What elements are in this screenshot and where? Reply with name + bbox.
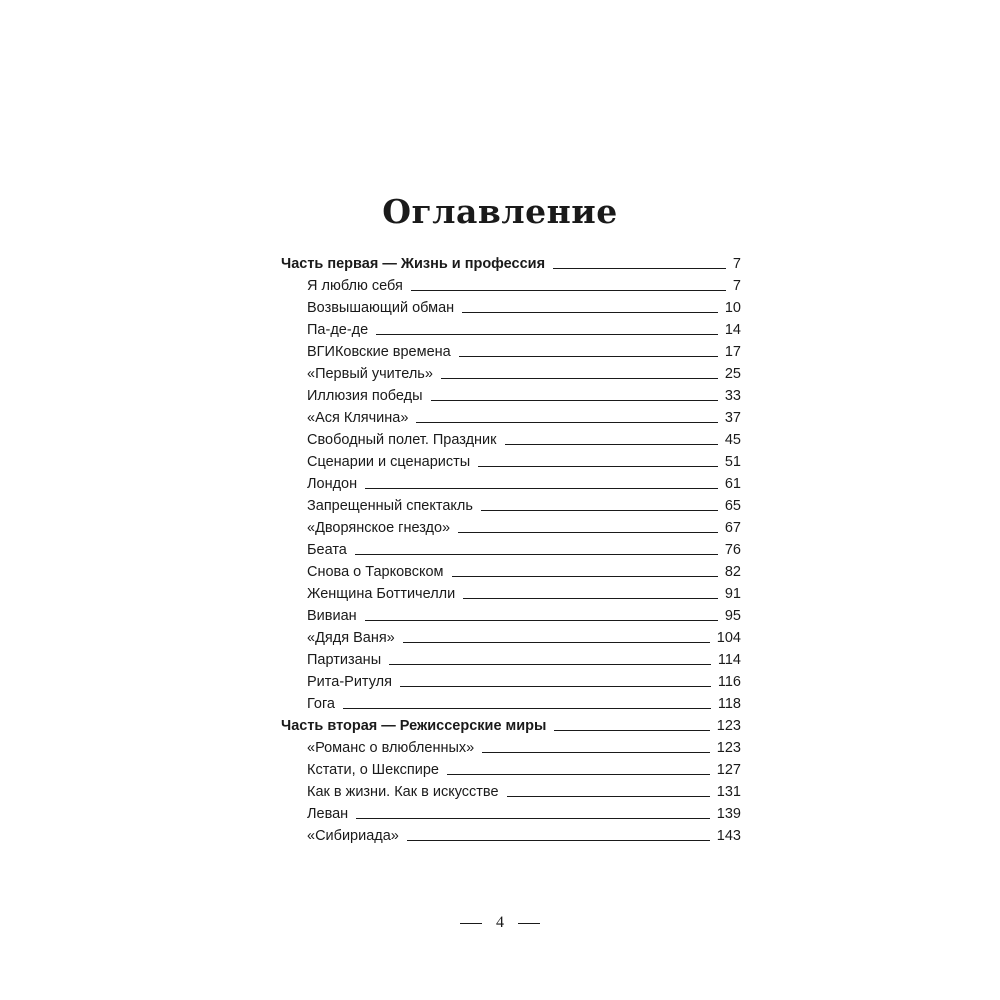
toc-entry-page: 127 — [716, 762, 741, 778]
toc-leader-line — [365, 488, 718, 489]
toc-entry-page: 104 — [716, 630, 741, 646]
toc-entry-page: 82 — [724, 564, 741, 580]
page-number: 4 — [496, 914, 504, 931]
toc-entry-page: 7 — [732, 278, 741, 294]
toc-leader-line — [463, 598, 718, 599]
toc-entry-page: 131 — [716, 784, 741, 800]
toc-entry — [281, 626, 741, 648]
toc-entry-page: 67 — [724, 520, 741, 536]
table-of-contents — [281, 252, 741, 846]
toc-entry-title: Я люблю себя — [307, 278, 403, 294]
toc-leader-line — [507, 796, 710, 797]
toc-entry-title: Лондон — [307, 476, 358, 492]
toc-entry-page: 116 — [717, 674, 741, 690]
toc-entry-page: 143 — [716, 828, 741, 844]
toc-leader-line — [441, 378, 718, 379]
toc-entry — [281, 538, 741, 560]
toc-entry — [281, 340, 741, 362]
toc-entry — [281, 494, 741, 516]
toc-leader-line — [407, 840, 710, 841]
toc-entry — [281, 362, 741, 384]
toc-leader-line — [356, 818, 710, 819]
toc-entry — [281, 274, 741, 296]
toc-entry-title: Беата — [307, 542, 347, 558]
toc-entry-title: Часть вторая — Режиссерские миры — [281, 718, 547, 734]
toc-leader-line — [343, 708, 711, 709]
toc-leader-line — [389, 664, 711, 665]
toc-entry-title: Часть первая — Жизнь и профессия — [281, 256, 546, 272]
toc-entry — [281, 648, 741, 670]
toc-entry-page: 51 — [724, 454, 741, 470]
page-footer — [0, 914, 1000, 932]
toc-entry-title: Запрещенный спектакль — [307, 498, 473, 514]
toc-entry-page: 139 — [716, 806, 741, 822]
toc-entry — [281, 582, 741, 604]
toc-leader-line — [482, 752, 710, 753]
toc-entry-page: 61 — [724, 476, 741, 492]
toc-entry-title: Кстати, о Шекспире — [307, 762, 440, 778]
toc-entry-title: «Сибириада» — [307, 828, 399, 844]
toc-entry — [281, 384, 741, 406]
page-title: Оглавление — [382, 192, 618, 232]
toc-entry — [281, 802, 741, 824]
toc-leader-line — [416, 422, 717, 423]
toc-entry-page: 25 — [724, 366, 741, 382]
toc-entry — [281, 516, 741, 538]
toc-entry-title: «Дядя Ваня» — [307, 630, 395, 646]
toc-entry — [281, 296, 741, 318]
toc-leader-line — [431, 400, 718, 401]
toc-entry-page: 123 — [716, 740, 741, 756]
toc-entry — [281, 560, 741, 582]
toc-leader-line — [447, 774, 710, 775]
toc-entry-title: ВГИКовские времена — [307, 344, 451, 360]
toc-entry-page: 118 — [717, 696, 741, 712]
toc-entry-page: 17 — [724, 344, 741, 360]
toc-entry — [281, 472, 741, 494]
toc-entry-page: 114 — [717, 652, 741, 668]
toc-entry — [281, 670, 741, 692]
toc-entry-title: Сценарии и сценаристы — [307, 454, 471, 470]
toc-leader-line — [505, 444, 718, 445]
toc-entry-title: «Первый учитель» — [307, 366, 433, 382]
toc-entry-title: Па-де-де — [307, 322, 369, 338]
toc-leader-line — [478, 466, 718, 467]
toc-entry — [281, 428, 741, 450]
toc-leader-line — [400, 686, 711, 687]
toc-entry-page: 65 — [724, 498, 741, 514]
toc-entry-page: 14 — [724, 322, 741, 338]
toc-entry — [281, 736, 741, 758]
toc-leader-line — [355, 554, 718, 555]
footer-dash-right — [518, 923, 540, 924]
toc-entry-page: 10 — [724, 300, 741, 316]
toc-leader-line — [411, 290, 726, 291]
toc-entry-page: 37 — [724, 410, 741, 426]
toc-entry-page: 95 — [724, 608, 741, 624]
toc-entry — [281, 692, 741, 714]
toc-entry-page: 33 — [724, 388, 741, 404]
toc-entry-title: Партизаны — [307, 652, 382, 668]
toc-entry — [281, 450, 741, 472]
toc-entry-title: Возвышающий обман — [307, 300, 455, 316]
toc-entry — [281, 780, 741, 802]
toc-entry-page: 123 — [716, 718, 741, 734]
toc-entry — [281, 406, 741, 428]
toc-entry-title: «Романс о влюбленных» — [307, 740, 475, 756]
toc-entry-title: Снова о Тарковском — [307, 564, 444, 580]
toc-entry-page: 91 — [724, 586, 741, 602]
footer-dash-left — [460, 923, 482, 924]
toc-leader-line — [553, 268, 726, 269]
toc-entry-title: Вивиан — [307, 608, 357, 624]
toc-leader-line — [365, 620, 718, 621]
toc-part-heading — [281, 714, 741, 736]
toc-entry-page: 76 — [724, 542, 741, 558]
toc-entry-title: Женщина Боттичелли — [307, 586, 456, 602]
toc-leader-line — [459, 356, 718, 357]
toc-entry — [281, 758, 741, 780]
toc-entry-page: 7 — [732, 256, 741, 272]
toc-part-heading — [281, 252, 741, 274]
toc-leader-line — [554, 730, 709, 731]
toc-entry-title: Свободный полет. Праздник — [307, 432, 497, 448]
toc-entry — [281, 318, 741, 340]
toc-entry-title: «Ася Клячина» — [307, 410, 409, 426]
toc-entry-title: Леван — [307, 806, 349, 822]
toc-leader-line — [452, 576, 718, 577]
toc-entry-title: Рита-Ритуля — [307, 674, 392, 690]
toc-leader-line — [462, 312, 718, 313]
toc-entry-page: 45 — [724, 432, 741, 448]
toc-entry — [281, 824, 741, 846]
toc-leader-line — [403, 642, 710, 643]
toc-leader-line — [458, 532, 718, 533]
toc-leader-line — [481, 510, 718, 511]
toc-entry-title: «Дворянское гнездо» — [307, 520, 451, 536]
toc-leader-line — [376, 334, 718, 335]
toc-entry-title: Гога — [307, 696, 335, 712]
toc-entry-title: Иллюзия победы — [307, 388, 423, 404]
toc-entry — [281, 604, 741, 626]
toc-entry-title: Как в жизни. Как в искусстве — [307, 784, 499, 800]
